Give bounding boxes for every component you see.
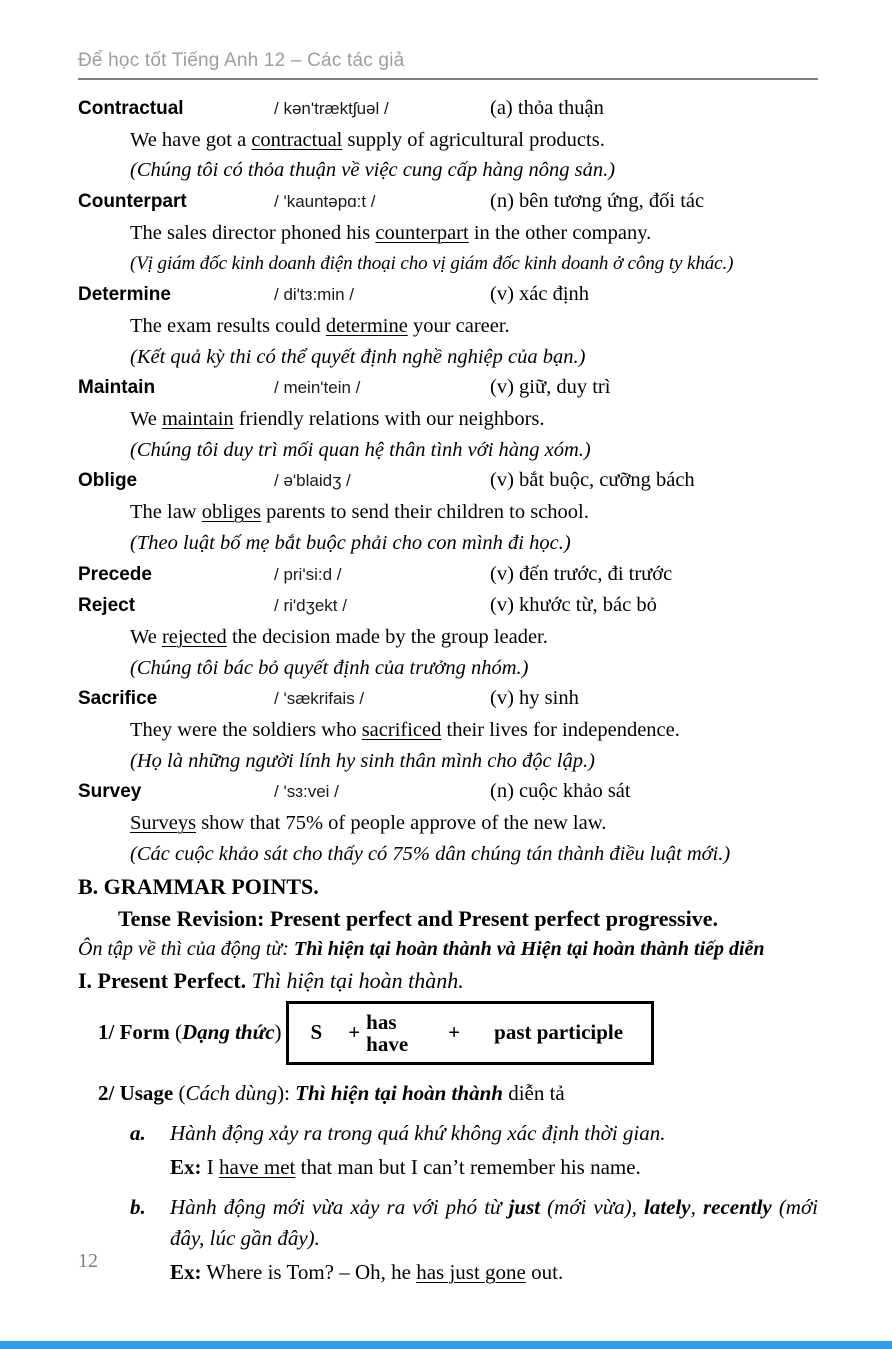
item-marker: a. [130, 1120, 146, 1145]
header-title: Để học tốt Tiếng Anh 12 – Các tác giả [78, 50, 405, 71]
vocab-entry [78, 590, 818, 683]
vocab-phonetic: / ri'dʒekt / [274, 596, 347, 616]
item-marker: b. [130, 1194, 146, 1219]
vocab-head-row [78, 372, 818, 404]
vocab-term: Contractual [78, 98, 184, 119]
vocab-term: Survey [78, 781, 142, 803]
vocab-example: Surveys show that 75% of people approve of the new law. [130, 812, 607, 835]
underlined-word: maintain [161, 408, 234, 431]
grammar-subtitle: Tense Revision: Present perfect and Present perfect progressive. [118, 905, 718, 931]
vocab-head-row [78, 590, 818, 622]
example-label: Ex: [170, 1154, 202, 1179]
vocab-example: We have got a contractual supply of agricultural products. [130, 128, 605, 151]
vocab-meaning: (v) giữ, duy trì [490, 376, 611, 399]
form-word: Form [119, 1020, 170, 1045]
vocab-phonetic: / mein'tein / [274, 378, 361, 398]
vocab-meaning: (n) bên tương ứng, đối tác [490, 190, 705, 213]
vocab-entry [78, 372, 818, 465]
vocab-phonetic: / pri'si:d / [274, 564, 342, 584]
box-have: have [366, 1031, 409, 1056]
underlined-word: Surveys [130, 812, 197, 835]
item-text: Hành động mới vừa xảy ra với phó từ just (mới vừa), lately, recently (mới đây, lúc gần đây). [170, 1194, 819, 1250]
vocab-term: Oblige [78, 470, 138, 492]
vocab-term: Reject [78, 595, 136, 617]
box-plus-icon: + [348, 1020, 361, 1045]
grammar-section-title: B. GRAMMAR POINTS. [78, 873, 319, 899]
vocab-term: Maintain [78, 377, 156, 399]
page-header [78, 50, 818, 80]
usage-vi-label: Cách dùng [185, 1080, 278, 1105]
vocab-entry [78, 279, 818, 372]
underlined-word: counterpart [375, 221, 469, 244]
underlined-phrase: have met [219, 1154, 296, 1179]
part-heading-en: I. Present Perfect. [78, 967, 247, 993]
underlined-word: rejected [161, 625, 227, 648]
vocab-entry [78, 559, 818, 591]
vocab-example: The sales director phoned his counterpart in the other company. [130, 221, 652, 244]
form-line [78, 1001, 818, 1065]
underlined-word: sacrificed [361, 719, 442, 742]
underlined-word: contractual [251, 128, 343, 151]
vocab-entry [78, 683, 818, 776]
vocab-head-row [78, 776, 818, 808]
box-past-participle: past participle [494, 1020, 624, 1045]
box-has-have-stack [366, 1011, 408, 1055]
usage-items [78, 1118, 818, 1288]
vocab-meaning: (a) thỏa thuận [490, 97, 604, 119]
revision-tense-names: Thì hiện tại hoàn thành và Hiện tại hoàn thành tiếp diễn [293, 937, 765, 960]
vocab-head-row [78, 186, 818, 218]
part-heading [78, 965, 818, 996]
underlined-phrase: has just gone [416, 1259, 526, 1284]
vocab-meaning: (v) đến trước, đi trước [490, 562, 673, 585]
vocab-meaning: (n) cuộc khảo sát [490, 780, 631, 803]
form-label [98, 1020, 282, 1045]
vocab-phonetic: / 'kauntəpɑ:t / [274, 192, 376, 212]
vocab-meaning: (v) bắt buộc, cưỡng bách [490, 469, 695, 492]
vocab-meaning: (v) xác định [490, 283, 590, 306]
vocab-term: Precede [78, 563, 152, 585]
vocab-term: Sacrifice [78, 688, 158, 710]
vocab-translation: (Chúng tôi có thỏa thuận về việc cung cấp hàng nông sản.) [130, 159, 616, 182]
form-box [286, 1001, 655, 1065]
vocab-entry [78, 776, 818, 869]
vocab-head-row [78, 683, 818, 715]
usage-item [78, 1118, 818, 1149]
vocab-term: Counterpart [78, 191, 187, 213]
vocab-phonetic: / 'sækrifais / [274, 689, 365, 709]
form-paren-close: ) [274, 1020, 282, 1045]
vocab-phonetic: / ə'blaidʒ / [274, 471, 351, 491]
page-number: 12 [78, 1250, 98, 1272]
box-has: has [366, 1009, 397, 1034]
vocab-entry [78, 465, 818, 558]
vocab-example: The exam results could determine your career. [130, 314, 510, 337]
underlined-word: obliges [201, 501, 261, 524]
usage-paren-close: ): [277, 1080, 296, 1105]
vocab-term: Determine [78, 284, 171, 306]
vocab-translation: (Vị giám đốc kinh doanh điện thoại cho vị giám đốc kinh doanh ở công ty khác.) [130, 252, 734, 274]
example-label: Ex: [170, 1259, 202, 1284]
vocab-translation: (Kết quả kỳ thi có thể quyết định nghề nghiệp của bạn.) [130, 345, 586, 368]
usage-word: Usage [119, 1080, 174, 1105]
revision-line [78, 934, 818, 965]
vocab-head-row [78, 465, 818, 497]
vocab-translation: (Chúng tôi bác bỏ quyết định của trưởng nhóm.) [130, 656, 529, 679]
usage-paren-open: ( [173, 1080, 186, 1105]
revision-intro: Ôn tập về thì của động từ: [78, 937, 294, 960]
bottom-accent-bar [0, 1341, 892, 1349]
form-number: 1/ [98, 1020, 120, 1045]
example-line: Ex: I have met that man but I can’t remember his name. [170, 1154, 641, 1179]
underlined-word: determine [325, 314, 408, 337]
vocab-meaning: (v) khước từ, bác bỏ [490, 594, 657, 617]
usage-number: 2/ [98, 1080, 120, 1105]
vocab-list [78, 93, 818, 870]
vocab-example: The law obliges parents to send their children to school. [130, 501, 589, 524]
box-subject: S [310, 1020, 323, 1045]
vocab-example: They were the soldiers who sacrificed their lives for independence. [130, 719, 680, 742]
vocab-phonetic: / di'tɜ:min / [274, 285, 355, 305]
form-paren-open: ( [169, 1020, 182, 1045]
usage-tense-name: Thì hiện tại hoàn thành [295, 1080, 503, 1105]
usage-suffix: diễn tả [502, 1080, 565, 1105]
box-plus2-icon: + [448, 1020, 461, 1045]
vocab-phonetic: / 'sɜ:vei / [274, 782, 339, 802]
vocab-phonetic: / kən'træktʃuəl / [274, 99, 389, 118]
vocab-meaning: (v) hy sinh [490, 687, 579, 710]
vocab-translation: (Các cuộc khảo sát cho thấy có 75% dân chúng tán thành điều luật mới.) [130, 842, 731, 865]
vocab-entry [78, 93, 818, 186]
vocab-translation: (Theo luật bố mẹ bắt buộc phải cho con mình đi học.) [130, 531, 571, 554]
vocab-example: We maintain friendly relations with our neighbors. [130, 408, 545, 431]
vocab-example: We rejected the decision made by the group leader. [130, 625, 548, 648]
vocab-head-row [78, 279, 818, 311]
vocab-head-row [78, 559, 818, 591]
vocab-translation: (Chúng tôi duy trì mối quan hệ thân tình với hàng xóm.) [130, 438, 591, 461]
part-heading-vi: Thì hiện tại hoàn thành. [246, 967, 464, 993]
item-text: Hành động xảy ra trong quá khứ không xác định thời gian. [170, 1120, 666, 1145]
form-vi-label: Dạng thức [182, 1020, 275, 1045]
example-line: Ex: Where is Tom? – Oh, he has just gone out. [170, 1259, 564, 1284]
vocab-translation: (Họ là những người lính hy sinh thân mình cho độc lập.) [130, 749, 595, 772]
vocab-head-row [78, 93, 818, 125]
vocab-entry [78, 186, 818, 279]
usage-item [78, 1192, 818, 1254]
usage-line [78, 1078, 818, 1109]
